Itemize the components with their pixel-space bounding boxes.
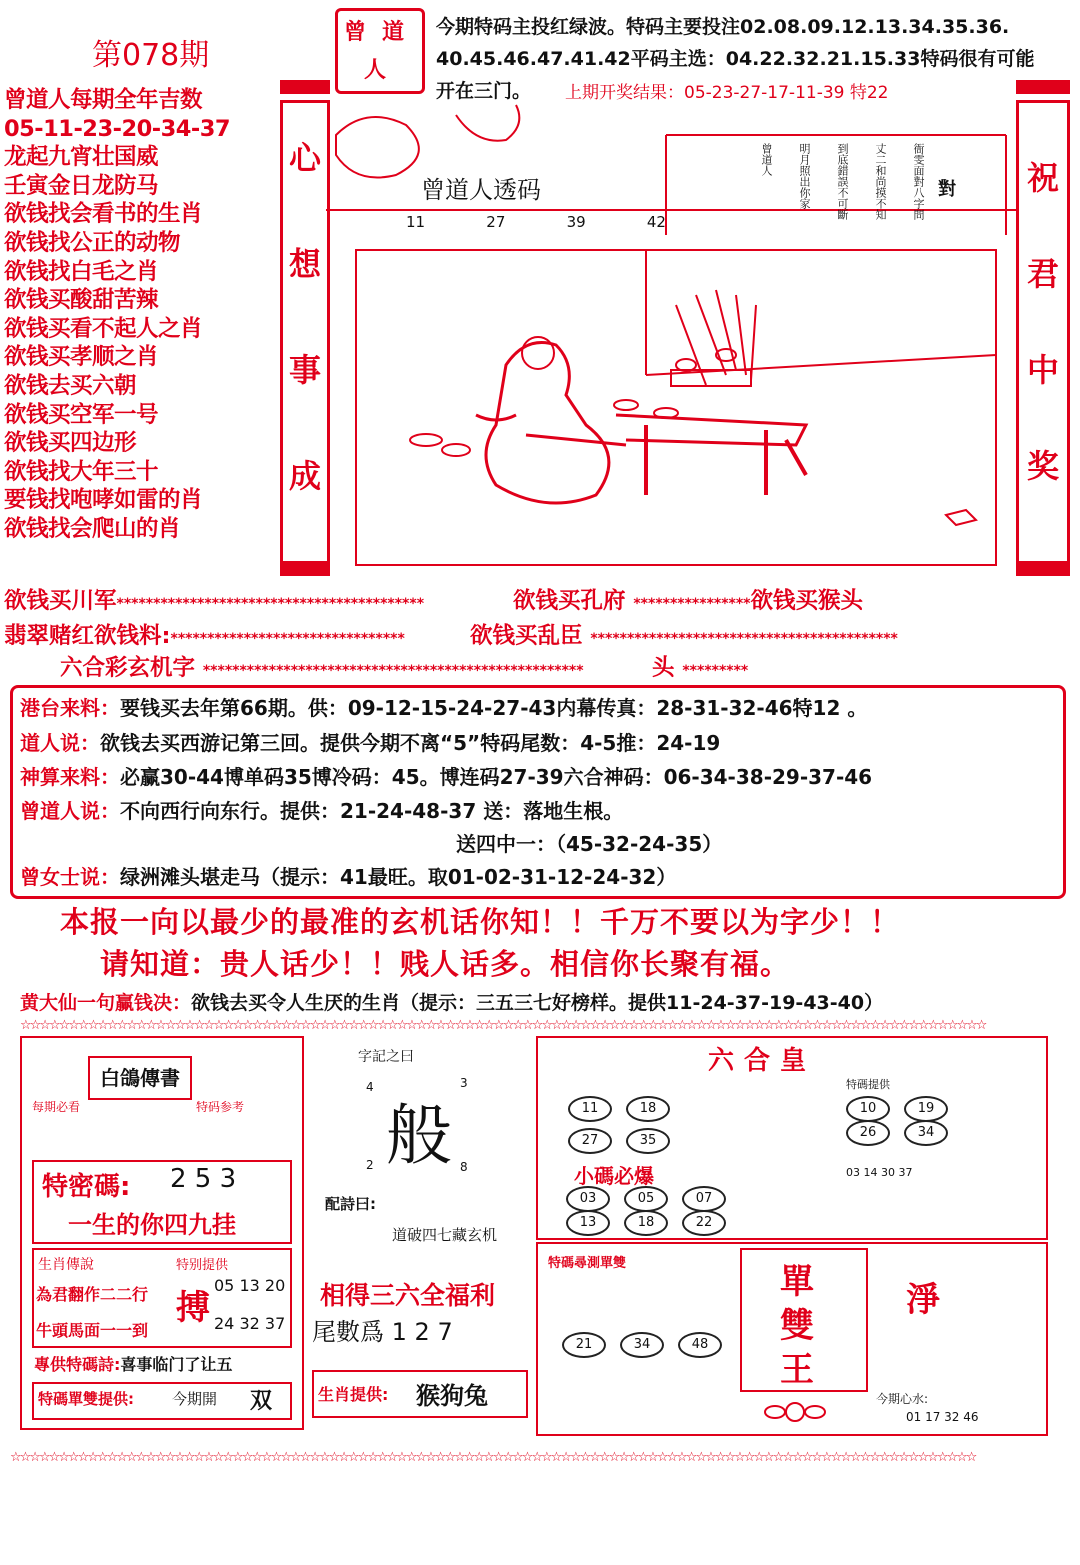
board-line bbox=[20, 692, 867, 721]
riddle-stars: ****************************************** bbox=[116, 596, 425, 612]
huang-text: 欲钱去买令人生厌的生肖（提示：三五三七好榜样。提供11-24-37-19-43-40） bbox=[191, 992, 884, 1014]
star-divider: ☆☆☆☆☆☆☆☆☆☆☆☆☆☆☆☆☆☆☆☆☆☆☆☆☆☆☆☆☆☆☆☆☆☆☆☆☆☆☆☆☆☆☆☆☆☆☆☆☆☆☆☆☆☆☆☆☆☆☆☆☆☆☆☆☆☆☆☆☆☆☆☆☆☆☆☆☆☆☆☆☆☆☆☆☆☆☆☆☆☆☆☆☆☆☆☆☆☆☆☆ bbox=[20, 1018, 986, 1033]
left-riddle-column bbox=[4, 86, 279, 544]
note-left: 每期必看 bbox=[32, 1100, 81, 1114]
oval-number: 05 bbox=[624, 1186, 668, 1212]
code-phrase: 一生的你四九挂 bbox=[68, 1211, 236, 1239]
pick-number: 11 bbox=[406, 213, 426, 231]
zodiac-provide-value: 猴狗兔 bbox=[416, 1382, 488, 1410]
tail-value: 1 2 7 bbox=[391, 1318, 453, 1346]
zodiac-label: 生肖傳說 bbox=[38, 1257, 94, 1273]
left-line: 欲钱买酸甜苦辣 bbox=[4, 287, 159, 314]
corner-number: 4 bbox=[366, 1080, 374, 1094]
scroll-char: 成 bbox=[288, 457, 321, 495]
scroll-char: 祝 bbox=[1026, 159, 1059, 197]
poem-text: 喜事临门了让五 bbox=[120, 1355, 233, 1374]
board-line bbox=[20, 795, 623, 824]
oval-number: 03 bbox=[566, 1186, 610, 1212]
lower-title: 特碼尋測單雙 bbox=[548, 1256, 627, 1271]
riddle-stars: **************** bbox=[633, 596, 751, 612]
board-label: 港台来料： bbox=[20, 696, 120, 720]
flower-icon bbox=[760, 1394, 830, 1430]
board-line bbox=[20, 761, 872, 790]
riddle-stars: ******************************** bbox=[170, 631, 405, 647]
board-text: 不向西行向东行。提供：21-24-48-37 送：落地生根。 bbox=[120, 799, 624, 823]
small-code-title: 小碼必爆 bbox=[574, 1164, 654, 1188]
oval-number: 07 bbox=[682, 1186, 726, 1212]
board-text: 欲钱去买西游记第三回。提供今期不离“5”特码尾数：4-5推：24-19 bbox=[100, 731, 721, 755]
single-text: 今期開 bbox=[172, 1390, 218, 1408]
single-label: 特碼單雙提供: bbox=[38, 1390, 134, 1408]
header-line-3: 开在三门。 bbox=[436, 80, 532, 102]
riddle-line-2b bbox=[470, 618, 898, 650]
oval-number: 19 bbox=[904, 1096, 948, 1122]
dan-shuang-char: 單 bbox=[780, 1262, 814, 1302]
small-nums bbox=[566, 1210, 766, 1236]
corner-number: 2 bbox=[366, 1158, 374, 1172]
oval-number: 18 bbox=[624, 1210, 668, 1236]
riddle-line-3 bbox=[60, 650, 584, 682]
left-line: 欲钱去买六朝 bbox=[4, 372, 137, 399]
pick-number: 27 bbox=[486, 213, 506, 231]
illustration-numbers bbox=[406, 213, 666, 231]
dan-shuang-char: 王 bbox=[780, 1350, 814, 1390]
couplet-col: 到底錯誤不可斷 bbox=[836, 143, 849, 220]
left-line: 欲钱找白毛之肖 bbox=[4, 258, 159, 285]
board-label: 曾女士说： bbox=[20, 865, 120, 889]
couplet-head: 對 bbox=[938, 179, 956, 200]
corner-number: 8 bbox=[460, 1160, 468, 1174]
board-label: 曾道人说： bbox=[20, 799, 120, 823]
header-line-2: 40.45.46.47.41.42平码主选：04.22.32.21.15.33特码很有可能 bbox=[436, 48, 1035, 70]
scroll-right bbox=[1016, 100, 1070, 564]
oval-number: 34 bbox=[620, 1332, 664, 1358]
pick-number: 39 bbox=[566, 213, 586, 231]
poem-line bbox=[34, 1352, 232, 1375]
riddle-mid: 欲钱买乱臣 bbox=[470, 623, 583, 649]
dan-shuang-char: 雙 bbox=[780, 1306, 814, 1346]
couplet-col: 曾道人 bbox=[760, 143, 773, 176]
scroll-char: 奖 bbox=[1026, 447, 1059, 485]
oval-number: 48 bbox=[678, 1332, 722, 1358]
star-divider-bottom: ☆☆☆☆☆☆☆☆☆☆☆☆☆☆☆☆☆☆☆☆☆☆☆☆☆☆☆☆☆☆☆☆☆☆☆☆☆☆☆☆☆☆☆☆☆☆☆☆☆☆☆☆☆☆☆☆☆☆☆☆☆☆☆☆☆☆☆☆☆☆☆☆☆☆☆☆☆☆☆☆☆☆☆☆☆☆☆☆☆☆☆☆☆☆☆☆☆☆☆☆ bbox=[10, 1450, 976, 1465]
board-text: 要钱买去年第66期。供：09-12-15-24-27-43内幕传真：28-31-32-46特12 。 bbox=[120, 696, 868, 720]
left-line: 欲钱找会看书的生肖 bbox=[4, 201, 203, 228]
left-line: 欲钱买四边形 bbox=[4, 430, 137, 457]
board-text: 必赢30-44博单码35博冷码：45。博连码27-39六合神码：06-34-38-29-37-46 bbox=[120, 765, 873, 789]
lower-nums bbox=[562, 1332, 762, 1358]
heart-numbers: 01 17 32 46 bbox=[906, 1410, 979, 1424]
board-label: 道人说： bbox=[20, 731, 100, 755]
single-value: 双 bbox=[250, 1389, 273, 1414]
note-right: 特码参考 bbox=[196, 1100, 245, 1114]
header-line-1: 今期特码主投红绿波。特码主要投注02.08.09.12.13.34.35.36. bbox=[436, 16, 1010, 38]
seal-char: 道 bbox=[382, 20, 405, 45]
riddle-lead: 翡翠赌红欲钱料: bbox=[4, 623, 171, 649]
special-provide: 特碼提供 bbox=[846, 1078, 890, 1091]
oval-number: 13 bbox=[566, 1210, 610, 1236]
left-line: 曾道人每期全年吉数 bbox=[4, 87, 203, 113]
tail-label: 尾數爲 bbox=[312, 1318, 384, 1346]
blessing: 相得三六全福利 bbox=[320, 1281, 496, 1310]
board-label: 神算来料： bbox=[20, 765, 120, 789]
riddle-line-2 bbox=[4, 618, 405, 650]
board-line bbox=[20, 861, 676, 890]
seal-char: 曾 bbox=[344, 20, 367, 45]
bo-char: 搏 bbox=[176, 1288, 210, 1328]
riddle-line-1b bbox=[513, 583, 863, 615]
ji-label: 字記之曰 bbox=[358, 1049, 414, 1065]
slogan-1: 本报一向以最少的最准的玄机话你知！！千万不要以为字少！！ bbox=[60, 905, 901, 939]
oval-number: 34 bbox=[904, 1120, 948, 1146]
riddle-stars: **************************************************** bbox=[202, 663, 584, 679]
corner-number: 3 bbox=[460, 1076, 468, 1090]
oval-number: 21 bbox=[562, 1332, 606, 1358]
couplet-col: 衙雯面對八字問 bbox=[912, 143, 925, 220]
poem-text: 道破四七藏玄机 bbox=[392, 1226, 498, 1244]
seal-logo bbox=[335, 8, 425, 94]
nums-a bbox=[568, 1096, 698, 1122]
left-line: 欲钱买空军一号 bbox=[4, 401, 159, 428]
scroll-char: 想 bbox=[288, 245, 321, 283]
left-line: 壬寅金日龙防马 bbox=[4, 172, 159, 199]
scroll-left bbox=[280, 100, 330, 564]
riddle-lead: 六合彩玄机字 bbox=[60, 655, 196, 681]
couplet-col: 丈二和尚摸不知 bbox=[874, 143, 887, 220]
scroll-rod-bottom bbox=[280, 562, 330, 576]
previous-result: 上期开奖结果：05-23-27-17-11-39 特22 bbox=[565, 83, 889, 103]
riddle-lead: 欲钱买川军 bbox=[4, 588, 117, 614]
special-label: 特别提供 bbox=[176, 1258, 229, 1273]
board-text: 绿洲滩头堪走马（提示：41最旺。取01-02-31-12-24-32） bbox=[120, 865, 677, 889]
scroll-char: 事 bbox=[288, 351, 321, 389]
scroll-char: 心 bbox=[288, 139, 321, 177]
riddle-stars: ********* bbox=[682, 663, 749, 679]
board-text: 送四中一：（45-32-24-35） bbox=[456, 832, 723, 856]
seal-char: 人 bbox=[364, 58, 387, 83]
oval-number: 18 bbox=[626, 1096, 670, 1122]
board-line bbox=[456, 828, 722, 857]
pigeon-title: 白鴿傳書 bbox=[88, 1056, 192, 1100]
riddle-mid: 欲钱买孔府 bbox=[513, 588, 626, 614]
illustration-title: 曾道人透码 bbox=[421, 176, 541, 204]
couplet bbox=[706, 143, 926, 233]
nums-b bbox=[846, 1120, 976, 1146]
slogan-2: 请知道：贵人话少！！贱人话多。相信你长聚有福。 bbox=[100, 947, 791, 981]
oval-number: 27 bbox=[568, 1128, 612, 1154]
riddle-mid: 头 bbox=[652, 655, 675, 681]
code-digits: 2 5 3 bbox=[170, 1164, 237, 1194]
oval-number: 22 bbox=[682, 1210, 726, 1236]
tail-line bbox=[312, 1312, 453, 1347]
scroll-rod-bottom bbox=[1016, 562, 1070, 576]
nums-a bbox=[568, 1128, 698, 1154]
oval-number: 10 bbox=[846, 1096, 890, 1122]
nums-b bbox=[846, 1096, 976, 1122]
huang-line bbox=[20, 988, 883, 1015]
riddle-line-1 bbox=[4, 583, 424, 615]
left-line: 05-11-23-20-34-37 bbox=[4, 115, 231, 142]
riddle-stars: ****************************************** bbox=[590, 631, 898, 647]
bo-numbers: 05 13 20 bbox=[214, 1276, 286, 1295]
oval-number: 11 bbox=[568, 1096, 612, 1122]
left-line: 欲钱买看不起人之肖 bbox=[4, 315, 203, 342]
left-line: 龙起九宵壮国威 bbox=[4, 144, 159, 171]
bo-numbers: 24 32 37 bbox=[214, 1314, 286, 1333]
riddle-end: 欲钱买猴头 bbox=[750, 588, 864, 614]
huang-label: 黄大仙一句赢钱决： bbox=[20, 992, 192, 1014]
six-emperor-title: 六合皇 bbox=[708, 1046, 817, 1076]
left-line: 欲钱买孝顺之肖 bbox=[4, 344, 159, 371]
code-label: 特密碼: bbox=[42, 1172, 131, 1202]
big-char: 般 bbox=[386, 1097, 452, 1174]
scroll-rod-top bbox=[280, 80, 330, 94]
scroll-rod-top bbox=[1016, 80, 1070, 94]
right-char: 淨 bbox=[906, 1280, 940, 1320]
left-line: 欲钱找公正的动物 bbox=[4, 229, 181, 256]
zodiac-poem: 牛頭馬面一一到 bbox=[36, 1321, 149, 1340]
row-numbers: 03 14 30 37 bbox=[846, 1166, 913, 1179]
scroll-char: 中 bbox=[1026, 351, 1059, 389]
riddle-line-3b bbox=[652, 650, 748, 682]
left-line: 欲钱找会爬山的肖 bbox=[4, 515, 181, 542]
heart-label: 今期心水: bbox=[876, 1392, 929, 1406]
scroll-char: 君 bbox=[1026, 255, 1059, 293]
left-line: 要钱找咆哮如雷的肖 bbox=[4, 487, 203, 514]
couplet-col: 明月照出你家 bbox=[798, 143, 811, 209]
issue-number: 第078期 bbox=[92, 38, 210, 73]
board-line bbox=[20, 727, 720, 756]
zodiac-poem: 為君翻作二二行 bbox=[36, 1285, 149, 1304]
illustration-panel bbox=[326, 95, 1016, 575]
small-nums bbox=[566, 1186, 766, 1212]
oval-number: 35 bbox=[626, 1128, 670, 1154]
oval-number: 26 bbox=[846, 1120, 890, 1146]
poem-label: 專供特碼詩: bbox=[34, 1355, 121, 1374]
left-line: 欲钱找大年三十 bbox=[4, 458, 159, 485]
zodiac-provide-label: 生肖提供: bbox=[318, 1385, 389, 1404]
poem-label: 配詩曰: bbox=[325, 1195, 376, 1213]
pick-number: 42 bbox=[646, 213, 666, 231]
